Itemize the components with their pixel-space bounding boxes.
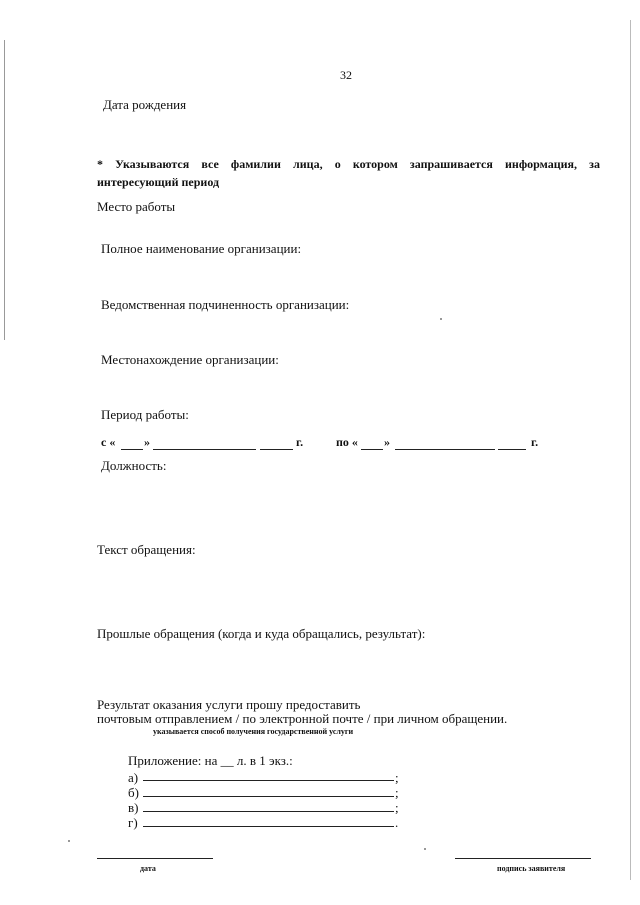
attachment-end: ; [395,785,399,800]
attachment-end: . [395,815,399,830]
period-to-prefix: по « [336,435,358,449]
past-appeals-label: Прошлые обращения (когда и куда обращались, результат): [97,626,426,641]
period-from-year-suffix: г. [296,435,304,449]
attachment-letter: в) [128,800,139,815]
scan-edge-left [4,40,5,340]
workplace-label: Место работы [97,199,176,214]
period-to-day-field[interactable] [361,449,383,450]
attachment-line[interactable] [143,826,394,827]
attachment-label: Приложение: на __ л. в 1 экз.: [128,753,293,768]
attachment-letter: г) [128,815,138,830]
period-from-month-field[interactable] [153,449,256,450]
period-to-year-field[interactable] [498,449,526,450]
page-number: 32 [340,68,352,82]
attachment-line[interactable] [143,780,394,781]
attachment-line[interactable] [143,811,394,812]
signature-caption: подпись заявителя [497,864,566,873]
result-request-hint: указывается способ получения государственной услуги [153,727,354,736]
scan-speck [440,318,442,320]
period-from-prefix: с « [101,435,116,449]
attachment-end: ; [395,770,399,785]
birth-date-label: Дата рождения [103,97,187,112]
attachment-letter: а) [128,770,139,785]
position-label: Должность: [101,458,167,473]
scan-edge-right [630,20,631,880]
org-full-name-label: Полное наименование организации: [101,241,302,256]
result-request-line2: почтовым отправлением / по электронной почте / при личном обращении. [97,711,508,726]
period-to-year-suffix: г. [531,435,539,449]
appeal-text-label: Текст обращения: [97,542,196,557]
scan-speck [424,848,426,850]
org-subordination-label: Ведомственная подчиненность организации: [101,297,350,312]
period-from-close: » [144,435,150,449]
attachment-letter: б) [128,785,139,800]
result-request-line1: Результат оказания услуги прошу предоставить [97,697,361,712]
attachment-end: ; [395,800,399,815]
scan-speck [68,840,70,842]
attachment-line[interactable] [143,796,394,797]
work-period-label: Период работы: [101,407,189,422]
period-to-month-field[interactable] [395,449,495,450]
period-from-day-field[interactable] [121,449,143,450]
applicant-signature-line[interactable] [455,858,591,859]
date-signature-line[interactable] [97,858,213,859]
org-location-label: Местонахождение организации: [101,352,279,367]
period-to-close: » [384,435,390,449]
footnote: * Указываются все фамилии лица, о котором запрашивается информация, за интересующий период [97,157,600,189]
date-caption: дата [140,864,156,873]
period-from-year-field[interactable] [260,449,293,450]
